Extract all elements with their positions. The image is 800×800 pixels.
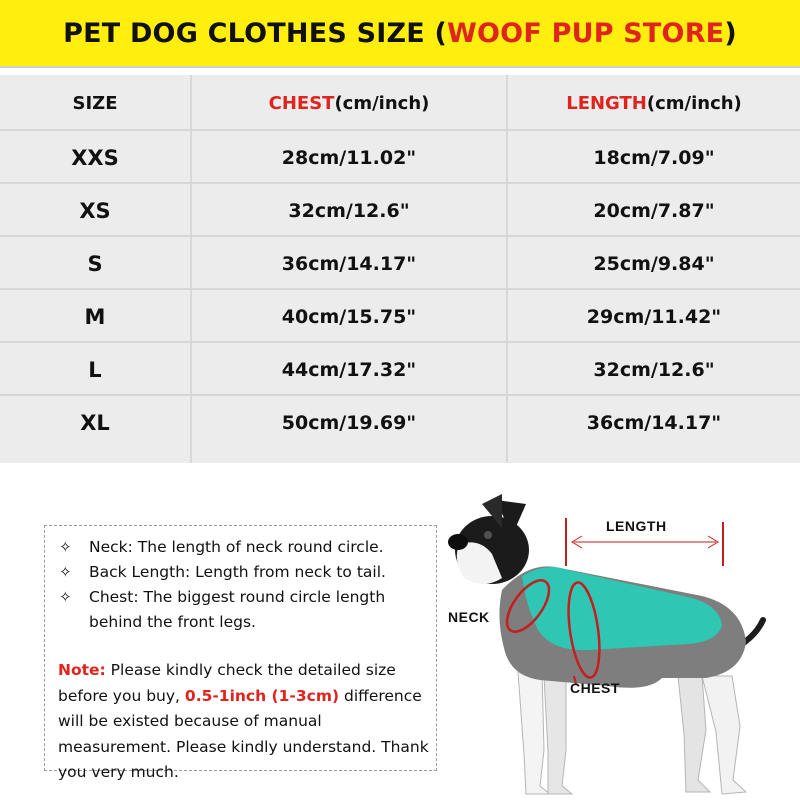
header-chest-label: CHEST xyxy=(268,92,335,114)
title-suffix: ) xyxy=(724,17,737,49)
neck-label: NECK xyxy=(448,609,490,625)
table-row xyxy=(0,396,800,449)
size-table xyxy=(0,75,800,463)
note-text: Please kindly check the detailed size before you buy, xyxy=(58,661,396,705)
header-chest-unit: (cm/inch) xyxy=(334,92,430,114)
table-row xyxy=(0,290,800,343)
table-row xyxy=(0,237,800,290)
size-cell: M xyxy=(84,304,106,329)
sparkle-icon: ✧ xyxy=(59,588,72,606)
dog-hind-leg xyxy=(702,676,746,794)
note-bullet xyxy=(59,535,429,560)
sparkle-icon: ✧ xyxy=(59,563,72,581)
title-banner xyxy=(0,0,800,66)
header-chest xyxy=(190,75,508,131)
banner-divider xyxy=(0,66,800,68)
header-length-unit: (cm/inch) xyxy=(646,92,742,114)
table-row xyxy=(0,131,800,184)
table-row xyxy=(0,184,800,237)
note-tolerance: 0.5-1inch (1-3cm) xyxy=(184,686,340,705)
note-label: Note: xyxy=(58,661,106,679)
title-prefix: PET DOG CLOTHES SIZE ( xyxy=(63,17,448,49)
chest-cell: 28cm/11.02" xyxy=(281,146,417,169)
length-cell: 36cm/14.17" xyxy=(586,411,722,434)
header-length xyxy=(508,75,800,131)
measurement-notes-box xyxy=(44,525,437,781)
note-bullet xyxy=(59,560,429,585)
dog-eye xyxy=(484,531,492,539)
size-cell: XL xyxy=(80,410,110,435)
chest-cell: 50cm/19.69" xyxy=(281,411,417,434)
table-row xyxy=(0,343,800,396)
page-title xyxy=(63,18,737,49)
length-cell: 29cm/11.42" xyxy=(586,305,722,328)
note-text: difference will be existed because of manual measurement. Please kindly understand. Thank you very much. xyxy=(58,686,429,781)
neck-definition: Neck: The length of neck round circle. xyxy=(89,538,384,556)
chest-cell: 44cm/17.32" xyxy=(281,358,417,381)
length-cell: 32cm/12.6" xyxy=(593,358,715,381)
size-cell: XXS xyxy=(71,145,119,170)
size-cell: XS xyxy=(79,198,111,223)
chest-cell: 36cm/14.17" xyxy=(281,252,417,275)
chest-cell: 32cm/12.6" xyxy=(288,199,410,222)
size-cell: S xyxy=(87,251,103,276)
note-bullet xyxy=(59,585,429,635)
length-cell: 25cm/9.84" xyxy=(593,252,715,275)
dog-measurement-diagram xyxy=(440,480,800,800)
header-size: SIZE xyxy=(72,92,118,114)
store-name: WOOF PUP STORE xyxy=(447,17,725,49)
header-length-label: LENGTH xyxy=(566,92,647,114)
table-header-row xyxy=(0,75,800,131)
measurement-note xyxy=(58,658,433,786)
dog-nose xyxy=(448,534,468,550)
sparkle-icon: ✧ xyxy=(59,538,72,556)
dog-hind-leg xyxy=(678,676,710,792)
length-label: LENGTH xyxy=(606,518,667,534)
size-cell: L xyxy=(88,357,102,382)
back-length-definition: Back Length: Length from neck to tail. xyxy=(89,563,386,581)
length-cell: 20cm/7.87" xyxy=(593,199,715,222)
chest-label: CHEST xyxy=(570,680,620,696)
length-cell: 18cm/7.09" xyxy=(593,146,715,169)
chest-definition: Chest: The biggest round circle length behind the front legs. xyxy=(89,588,386,631)
chest-cell: 40cm/15.75" xyxy=(281,305,417,328)
dog-coat-panel xyxy=(522,567,722,650)
dog-front-leg xyxy=(544,676,572,794)
